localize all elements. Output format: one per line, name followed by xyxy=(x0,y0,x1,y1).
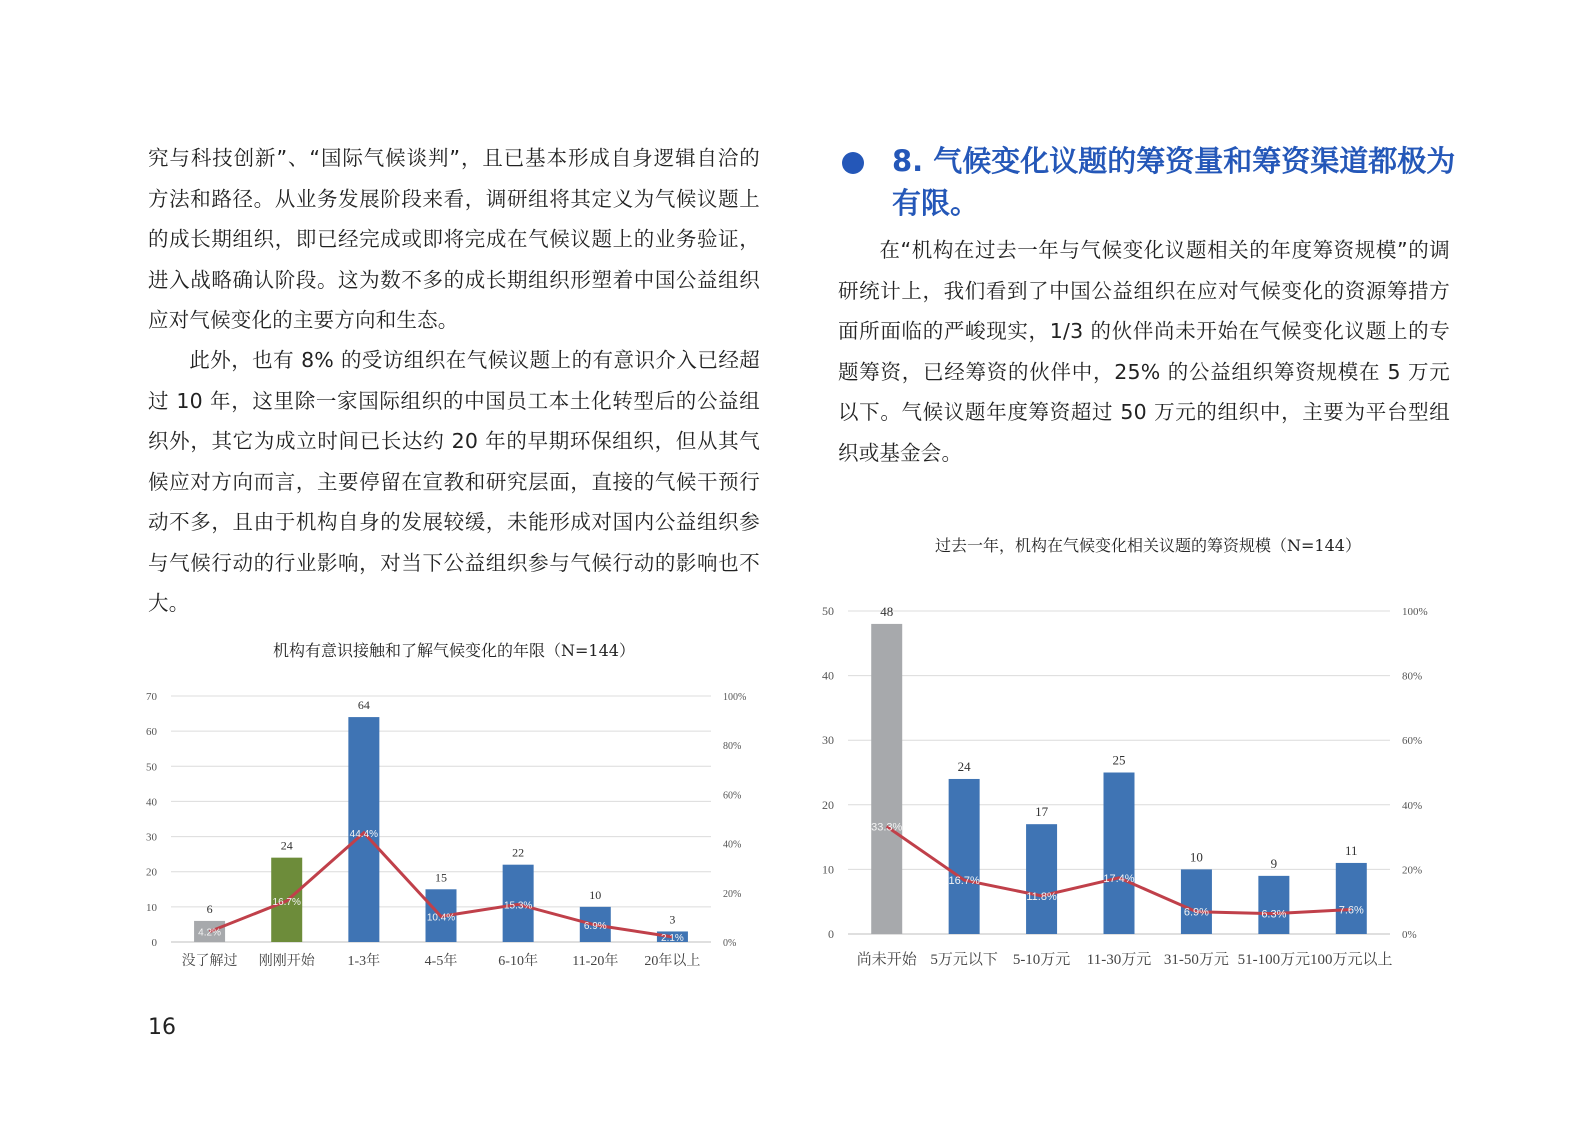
chart2-bar xyxy=(1181,869,1212,934)
chart2-line-label: 7.6% xyxy=(1338,904,1364,917)
chart2-bar xyxy=(949,779,980,934)
chart2-y2-tick: 100% xyxy=(1402,606,1428,618)
chart1-category-label: 4-5年 xyxy=(424,954,458,969)
chart1-bar-label: 24 xyxy=(280,838,293,853)
chart1-line-label: 2.1% xyxy=(661,932,684,944)
chart1-y-tick: 0 xyxy=(151,937,157,949)
chart1-bar-label: 6 xyxy=(206,901,213,916)
chart2-category-label: 尚未开始 xyxy=(856,952,917,968)
right-paragraph-text: 在“机构在过去一年与气候变化议题相关的年度筹资规模”的调研统计上，我们看到了中国公益组织在应对气候变化的资源筹措方面所面临的严峻现实，1/3 的伙伴尚未开始在气候变化议题上的专题筹资，已经筹资的伙伴中，25% 的公益组织筹资规模在 5 万元以下。气候议题年度筹资超过 50 万元的组织中，主要为平台型组织或基金会。 xyxy=(838,238,1450,465)
chart1-category-label: 11-20年 xyxy=(572,954,619,969)
chart1-category-label: 刚刚开始 xyxy=(258,954,315,969)
chart2-bar-label: 10 xyxy=(1189,849,1203,865)
chart2-category-label: 31-50万元 xyxy=(1163,952,1229,968)
chart1-bar-label: 15 xyxy=(435,870,447,885)
chart2-y-tick: 0 xyxy=(828,927,834,941)
chart2-category-label: 51-100万元 xyxy=(1237,952,1311,968)
chart2-y-tick: 40 xyxy=(822,668,834,683)
chart2-line-label: 16.7% xyxy=(948,875,980,888)
chart1-bar-label: 64 xyxy=(357,698,370,713)
chart1-y2-tick: 100% xyxy=(723,692,747,703)
chart2-line-label: 33.3% xyxy=(871,821,903,834)
chart1-line-label: 16.7% xyxy=(272,896,301,908)
chart1-y-tick: 50 xyxy=(146,761,157,774)
chart2-y-tick: 10 xyxy=(822,862,834,877)
chart1-y2-tick: 80% xyxy=(723,741,742,753)
chart1-y-tick: 10 xyxy=(146,901,157,914)
chart1-line-label: 44.4% xyxy=(349,828,379,840)
chart2-bar xyxy=(1258,876,1289,934)
chart1-y-tick: 20 xyxy=(146,866,157,879)
chart2-bar xyxy=(1026,824,1057,934)
chart2-title: 过去一年，机构在气候变化相关议题的筹资规模（N=144） xyxy=(935,536,1361,555)
chart2-y-tick: 20 xyxy=(822,797,834,812)
chart2-bar-label: 11 xyxy=(1345,842,1358,858)
chart1-y-tick: 60 xyxy=(146,726,157,739)
chart2-line-label: 6.3% xyxy=(1261,908,1287,921)
chart2-y2-tick: 0% xyxy=(1402,929,1417,941)
chart1-line-label: 15.3% xyxy=(503,900,533,912)
chart1-y-tick: 40 xyxy=(146,796,157,809)
chart2-line-label: 17.4% xyxy=(1103,872,1135,885)
chart1-category-label: 1-3年 xyxy=(347,954,381,969)
chart2-bar-label: 17 xyxy=(1035,804,1049,820)
chart2-line-label: 11.8% xyxy=(1026,890,1057,903)
chart1-category-label: 20年以上 xyxy=(644,954,701,969)
chart2-bar-label: 24 xyxy=(957,758,971,774)
chart1-line-label: 4.2% xyxy=(198,927,221,939)
chart1-bar-label: 22 xyxy=(512,845,525,860)
chart1-y-tick: 70 xyxy=(146,691,157,703)
chart2-bar-label: 9 xyxy=(1270,855,1278,871)
chart1-bar-label: 10 xyxy=(589,887,602,902)
chart2-y2-tick: 40% xyxy=(1402,799,1423,812)
chart2-y-tick: 30 xyxy=(822,733,834,748)
chart2-line-label: 6.9% xyxy=(1183,906,1209,919)
chart2-category-label: 100万元以上 xyxy=(1310,952,1393,968)
chart2-y2-tick: 80% xyxy=(1402,670,1423,683)
chart2-bar xyxy=(871,624,902,934)
chart2-category-label: 11-30万元 xyxy=(1086,952,1152,968)
chart1-y2-tick: 20% xyxy=(723,888,742,900)
chart2-bar-label: 48 xyxy=(880,603,894,619)
chart2-bar xyxy=(1336,863,1367,934)
chart1-category-label: 没了解过 xyxy=(181,954,238,969)
page-number: 16 xyxy=(148,1015,176,1040)
chart1-y-tick: 30 xyxy=(146,831,157,844)
chart1-y2-tick: 0% xyxy=(723,938,737,949)
chart1-bar-label: 3 xyxy=(669,912,676,927)
chart2-bar-label: 25 xyxy=(1112,752,1126,768)
chart2-bar xyxy=(1104,773,1135,935)
chart2-y-tick: 50 xyxy=(822,604,834,618)
chart1-line-label: 10.4% xyxy=(426,912,456,924)
chart1-y2-tick: 60% xyxy=(723,790,742,802)
chart1-category-label: 6-10年 xyxy=(498,954,538,969)
left-paragraph-2-text: 此外，也有 8% 的受访组织在气候议题上的有意识介入已经超过 10 年，这里除一家国际组织的中国员工本土化转型后的公益组织外，其它为成立时间已长达约 20 年的早期环保组织，但从其气候应对方向而言，主要停留在宣教和研究层面，直接的气候干预行动不多，且由于机构自身的发展较缓，未能形成对国内公益组织参与气候行动的行业影响，对当下公益组织参与气候行动的影响也不大。 xyxy=(148,348,760,615)
chart2-y2-tick: 20% xyxy=(1402,864,1423,877)
section-heading-text: 8. 气候变化议题的筹资量和筹资渠道都极为有限。 xyxy=(892,144,1456,220)
chart2-y2-tick: 60% xyxy=(1402,735,1423,748)
chart1-y2-tick: 40% xyxy=(723,839,742,851)
chart2-category-label: 5-10万元 xyxy=(1012,952,1071,968)
chart1-title: 机构有意识接触和了解气候变化的年限（N=144） xyxy=(273,641,635,660)
left-paragraph-1: 究与科技创新”、“国际气候谈判”，且已基本形成自身逻辑自洽的方法和路径。从业务发展阶段来看，调研组将其定义为气候议题上的成长期组织，即已经完成或即将完成在气候议题上的业务验证，进入战略确认阶段。这为数不多的成长期组织形塑着中国公益组织应对气候变化的主要方向和生态。 xyxy=(148,146,760,332)
chart2-category-label: 5万元以下 xyxy=(930,952,998,968)
chart1-line-label: 6.9% xyxy=(583,921,607,933)
